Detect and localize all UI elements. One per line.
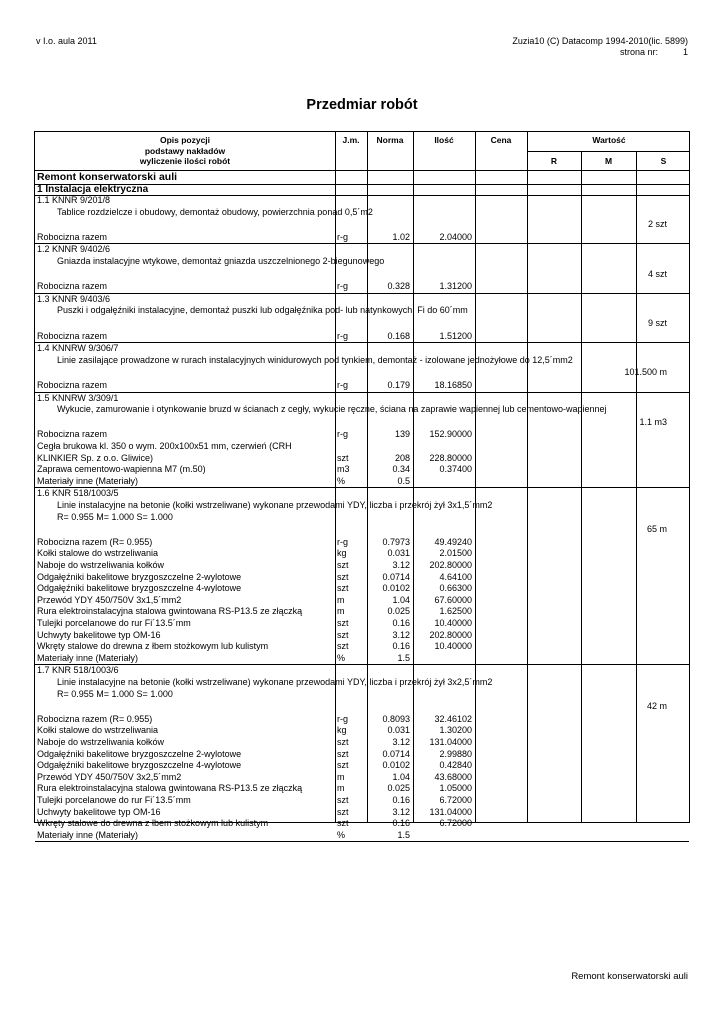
resource-quantity: 6.72000	[439, 795, 472, 805]
position-description: Linie zasilające prowadzone w rurach instalacyjnych winidurowych pod tynkiem, demontaż - izolowane jednożyłowe do 12,5´mm2	[57, 354, 573, 365]
resource-name: Uchwyty bakelitowe typ OM-16	[37, 629, 161, 640]
resource-quantity: 6.72000	[439, 818, 472, 829]
resource-unit: kg	[337, 548, 347, 559]
position-code: 1.3 KNNR 9/403/6	[37, 293, 111, 304]
resource-name: Materiały inne (Materiały)	[37, 829, 139, 840]
col-header-cena: Cena	[490, 135, 512, 145]
resource-norm: 0.16	[392, 818, 410, 829]
resource-unit: r-g	[337, 330, 348, 341]
resource-quantity: 10.40000	[434, 641, 472, 652]
resource-quantity: 2.01500	[439, 548, 472, 559]
row-divider	[35, 342, 689, 343]
column-divider	[475, 132, 476, 822]
resource-quantity: 1.05000	[439, 783, 472, 794]
resource-name: Naboje do wstrzeliwania kołków	[37, 560, 165, 570]
resource-name: Wkręty stalowe do drewna z łbem stożkowym lub kulistym	[37, 641, 269, 652]
resource-norm: 0.16	[392, 641, 410, 652]
col-header-m: M	[604, 156, 613, 166]
position-description: R= 0.955 M= 1.000 S= 1.000	[57, 688, 173, 699]
resource-quantity: 202.80000	[429, 560, 472, 570]
resource-norm: 1.04	[392, 771, 410, 782]
resource-name: Materiały inne (Materiały)	[37, 652, 139, 663]
column-divider	[527, 132, 528, 822]
resource-quantity: 49.49240	[434, 536, 472, 547]
position-code: 1.6 KNR 518/1003/5	[37, 488, 119, 499]
position-code: 1.7 KNR 518/1003/6	[37, 665, 119, 676]
resource-norm: 0.7973	[382, 536, 410, 547]
resource-norm: 1.04	[392, 594, 410, 605]
resource-norm: 0.031	[387, 725, 410, 736]
resource-name: Tulejki porcelanowe do rur Fi´13.5´mm	[37, 795, 191, 805]
page-number: 1	[682, 47, 688, 57]
position-code: 1.4 KNNRW 9/306/7	[37, 343, 119, 354]
position-description: Gniazda instalacyjne wtykowe, demontaż gniazda uszczelnionego 2-biegunowego	[57, 256, 385, 266]
page-label: strona nr:	[619, 47, 658, 57]
resource-quantity: 0.42840	[439, 760, 472, 771]
page-indicator	[512, 47, 688, 58]
resource-name: Robocizna razem	[37, 380, 108, 390]
col-header-norma: Norma	[376, 135, 404, 145]
resource-norm: 1.02	[392, 231, 410, 242]
resource-norm: 0.179	[387, 380, 410, 390]
section-title: Remont konserwatorski auli	[37, 171, 178, 183]
position-description: Linie instalacyjne na betonie (kołki wstrzeliwane) wykonane przewodami YDY, liczba i przekrój żył 3x2,5´mm2	[57, 677, 493, 687]
resource-norm: 0.34	[392, 464, 410, 475]
resource-norm: 0.031	[387, 548, 410, 559]
resource-unit: r-g	[337, 713, 348, 724]
position-quantity: 101.500 m	[624, 367, 667, 378]
resource-unit: r-g	[337, 380, 348, 390]
position-quantity: 42 m	[646, 701, 667, 712]
resource-unit: m	[337, 606, 345, 617]
resource-unit: szt	[337, 641, 349, 652]
resource-quantity: 10.40000	[434, 618, 472, 628]
position-quantity: 9 szt	[647, 318, 667, 328]
resource-unit: %	[337, 475, 346, 486]
resource-unit: szt	[337, 760, 349, 771]
resource-quantity: 18.16850	[434, 380, 472, 390]
resource-name: Rura elektroinstalacyjna stalowa gwintowana RS-P13.5 ze złączką	[37, 606, 303, 617]
resource-unit: r-g	[337, 536, 348, 547]
resource-unit: r-g	[337, 429, 348, 440]
position-quantity: 1.1 m3	[639, 416, 667, 427]
resource-unit: m3	[337, 464, 350, 475]
resource-quantity: 0.66300	[439, 583, 472, 594]
resource-name: Materiały inne (Materiały)	[37, 475, 139, 486]
resource-norm: 1.5	[397, 829, 410, 840]
resource-norm: 208	[394, 452, 410, 463]
row-divider	[35, 841, 689, 842]
resource-norm: 0.328	[387, 281, 410, 292]
resource-quantity: 1.51200	[439, 330, 472, 341]
resource-unit: m	[337, 771, 345, 782]
position-quantity: 65 m	[646, 524, 667, 535]
resource-norm: 0.0102	[382, 583, 410, 594]
col-header-ilosc: Ilość	[434, 135, 454, 145]
resource-norm: 0.025	[387, 606, 410, 617]
position-description: Wykucie, zamurowanie i otynkowanie bruzd w ścianach z cegły, wykucie ręczne, ściana na zaprawie wapiennej lub cementowo-wapiennej	[57, 404, 607, 415]
subsection-title: 1 Instalacja elektryczna	[37, 183, 149, 195]
resource-unit: szt	[337, 818, 349, 829]
resource-norm: 3.12	[392, 806, 410, 817]
resource-unit: %	[337, 652, 346, 663]
resource-quantity: 67.60000	[434, 594, 472, 605]
resource-quantity: 228.80000	[429, 452, 472, 463]
resource-norm: 0.168	[387, 330, 410, 341]
resource-quantity: 4.64100	[439, 571, 472, 582]
position-code: 1.2 KNNR 9/402/6	[37, 244, 111, 255]
resource-unit: szt	[337, 583, 349, 594]
resource-norm: 0.025	[387, 783, 410, 794]
resource-quantity: 0.37400	[439, 464, 472, 475]
resource-quantity: 32.46102	[434, 713, 472, 724]
resource-unit: r-g	[337, 231, 348, 242]
resource-name: Robocizna razem	[37, 281, 108, 292]
resource-norm: 1.5	[397, 652, 410, 663]
position-quantity: 2 szt	[647, 219, 667, 230]
document-version: v I.o. aula 2011	[36, 36, 97, 46]
resource-name: Zaprawa cementowo-wapienna M7 (m.50)	[37, 464, 206, 475]
row-divider	[35, 392, 689, 393]
resource-name: Uchwyty bakelitowe typ OM-16	[37, 806, 161, 817]
resource-unit: m	[337, 783, 345, 794]
resource-name: Robocizna razem (R= 0.955)	[37, 536, 153, 547]
resource-unit: szt	[337, 571, 349, 582]
resource-unit: %	[337, 829, 346, 840]
resource-quantity: 43.68000	[434, 771, 472, 782]
resource-quantity: 1.30200	[439, 725, 472, 736]
resource-name: Tulejki porcelanowe do rur Fi´13.5´mm	[37, 618, 191, 628]
resource-norm: 0.0714	[382, 571, 410, 582]
resource-name: Cegła brukowa kl. 350 o wym. 200x100x51 mm, czerwień (CRH	[37, 441, 292, 451]
col-header-s: S	[660, 156, 667, 166]
resource-name: Przewód YDY 450/750V 3x1,5´mm2	[37, 594, 182, 605]
position-description: Tablice rozdzielcze i obudowy, demontaż obudowy, powierzchnia ponad 0,5´m2	[57, 206, 373, 217]
software-info	[512, 36, 688, 58]
footer-project-name: Remont konserwatorski auli	[571, 971, 688, 982]
resource-name: Rura elektroinstalacyjna stalowa gwintowana RS-P13.5 ze złączką	[37, 783, 303, 794]
resource-unit: szt	[337, 629, 349, 640]
position-code: 1.5 KNNRW 3/309/1	[37, 392, 119, 403]
col-header-jm: J.m.	[342, 135, 360, 145]
col-header-wartosc: Wartość	[592, 135, 626, 145]
position-description: Puszki i odgałęźniki instalacyjne, demontaż puszki lub odgałęźnika pod- lub natynkowych, Fi do 60´mm	[57, 305, 468, 316]
position-description: R= 0.955 M= 1.000 S= 1.000	[57, 511, 173, 522]
row-divider	[35, 195, 689, 196]
resource-unit: szt	[337, 560, 349, 570]
resource-quantity: 131.04000	[429, 737, 472, 747]
resource-name: Kołki stalowe do wstrzeliwania	[37, 548, 159, 559]
col-header-opis-line1: Opis pozycji	[159, 135, 211, 145]
resource-quantity: 2.04000	[439, 231, 472, 242]
resource-norm: 3.12	[392, 560, 410, 570]
position-quantity: 4 szt	[647, 268, 667, 279]
resource-quantity: 1.31200	[439, 281, 472, 292]
resource-unit: r-g	[337, 281, 348, 292]
wartosc-divider	[527, 151, 689, 152]
position-description: Linie instalacyjne na betonie (kołki wstrzeliwane) wykonane przewodami YDY, liczba i przekrój żył 3x1,5´mm2	[57, 500, 493, 510]
position-code: 1.1 KNNR 9/201/8	[37, 195, 111, 205]
resource-unit: szt	[337, 795, 349, 805]
resource-norm: 3.12	[392, 737, 410, 747]
resource-unit: szt	[337, 806, 349, 817]
resource-name: Odgałęźniki bakelitowe bryzgoszczelne 2-wylotowe	[37, 748, 242, 759]
resource-unit: szt	[337, 452, 349, 463]
bill-of-quantities-table	[34, 131, 690, 840]
resource-unit: szt	[337, 737, 349, 747]
resource-unit: szt	[337, 748, 349, 759]
resource-name: Robocizna razem	[37, 330, 108, 341]
resource-quantity: 131.04000	[429, 806, 472, 817]
resource-quantity: 2.99880	[439, 748, 472, 759]
col-header-opis	[35, 135, 335, 167]
resource-quantity: 1.62500	[439, 606, 472, 617]
resource-quantity: 152.90000	[429, 429, 472, 440]
row-divider	[35, 293, 689, 294]
resource-unit: m	[337, 594, 345, 605]
resource-unit: szt	[337, 618, 349, 628]
resource-norm: 0.16	[392, 618, 410, 628]
resource-name: Robocizna razem	[37, 231, 108, 242]
row-divider	[35, 664, 689, 665]
resource-name: Przewód YDY 450/750V 3x2,5´mm2	[37, 771, 182, 782]
resource-norm: 3.12	[392, 629, 410, 640]
resource-norm: 0.8093	[382, 713, 410, 724]
col-header-opis-line2: podstawy nakładów	[144, 145, 226, 156]
resource-norm: 139	[394, 429, 410, 440]
resource-norm: 0.0102	[382, 760, 410, 771]
resource-norm: 0.5	[397, 475, 410, 486]
resource-quantity: 202.80000	[429, 629, 472, 640]
col-header-opis-line3: wyliczenie ilości robót	[139, 156, 231, 166]
col-header-r: R	[550, 156, 558, 166]
resource-name: Wkręty stalowe do drewna z łbem stożkowym lub kulistym	[37, 818, 269, 829]
resource-name: Kołki stalowe do wstrzeliwania	[37, 725, 159, 736]
column-divider	[335, 132, 336, 822]
resource-name: Odgałęźniki bakelitowe bryzgoszczelne 4-wylotowe	[37, 583, 242, 594]
page-title: Przedmiar robót	[306, 97, 418, 113]
resource-norm: 0.0714	[382, 748, 410, 759]
row-divider	[35, 487, 689, 488]
resource-unit: kg	[337, 725, 347, 736]
software-license: Zuzia10 (C) Datacomp 1994-2010(lic. 5899)	[512, 36, 688, 46]
resource-name: Robocizna razem (R= 0.955)	[37, 713, 153, 724]
resource-name: Robocizna razem	[37, 429, 108, 440]
resource-name: Odgałęźniki bakelitowe bryzgoszczelne 2-wylotowe	[37, 571, 242, 582]
resource-norm: 0.16	[392, 795, 410, 805]
resource-name: Odgałęźniki bakelitowe bryzgoszczelne 4-wylotowe	[37, 760, 242, 771]
resource-name: Naboje do wstrzeliwania kołków	[37, 737, 165, 747]
resource-name: KLINKIER Sp. z o.o. Gliwice)	[37, 452, 154, 463]
row-divider	[35, 243, 689, 244]
